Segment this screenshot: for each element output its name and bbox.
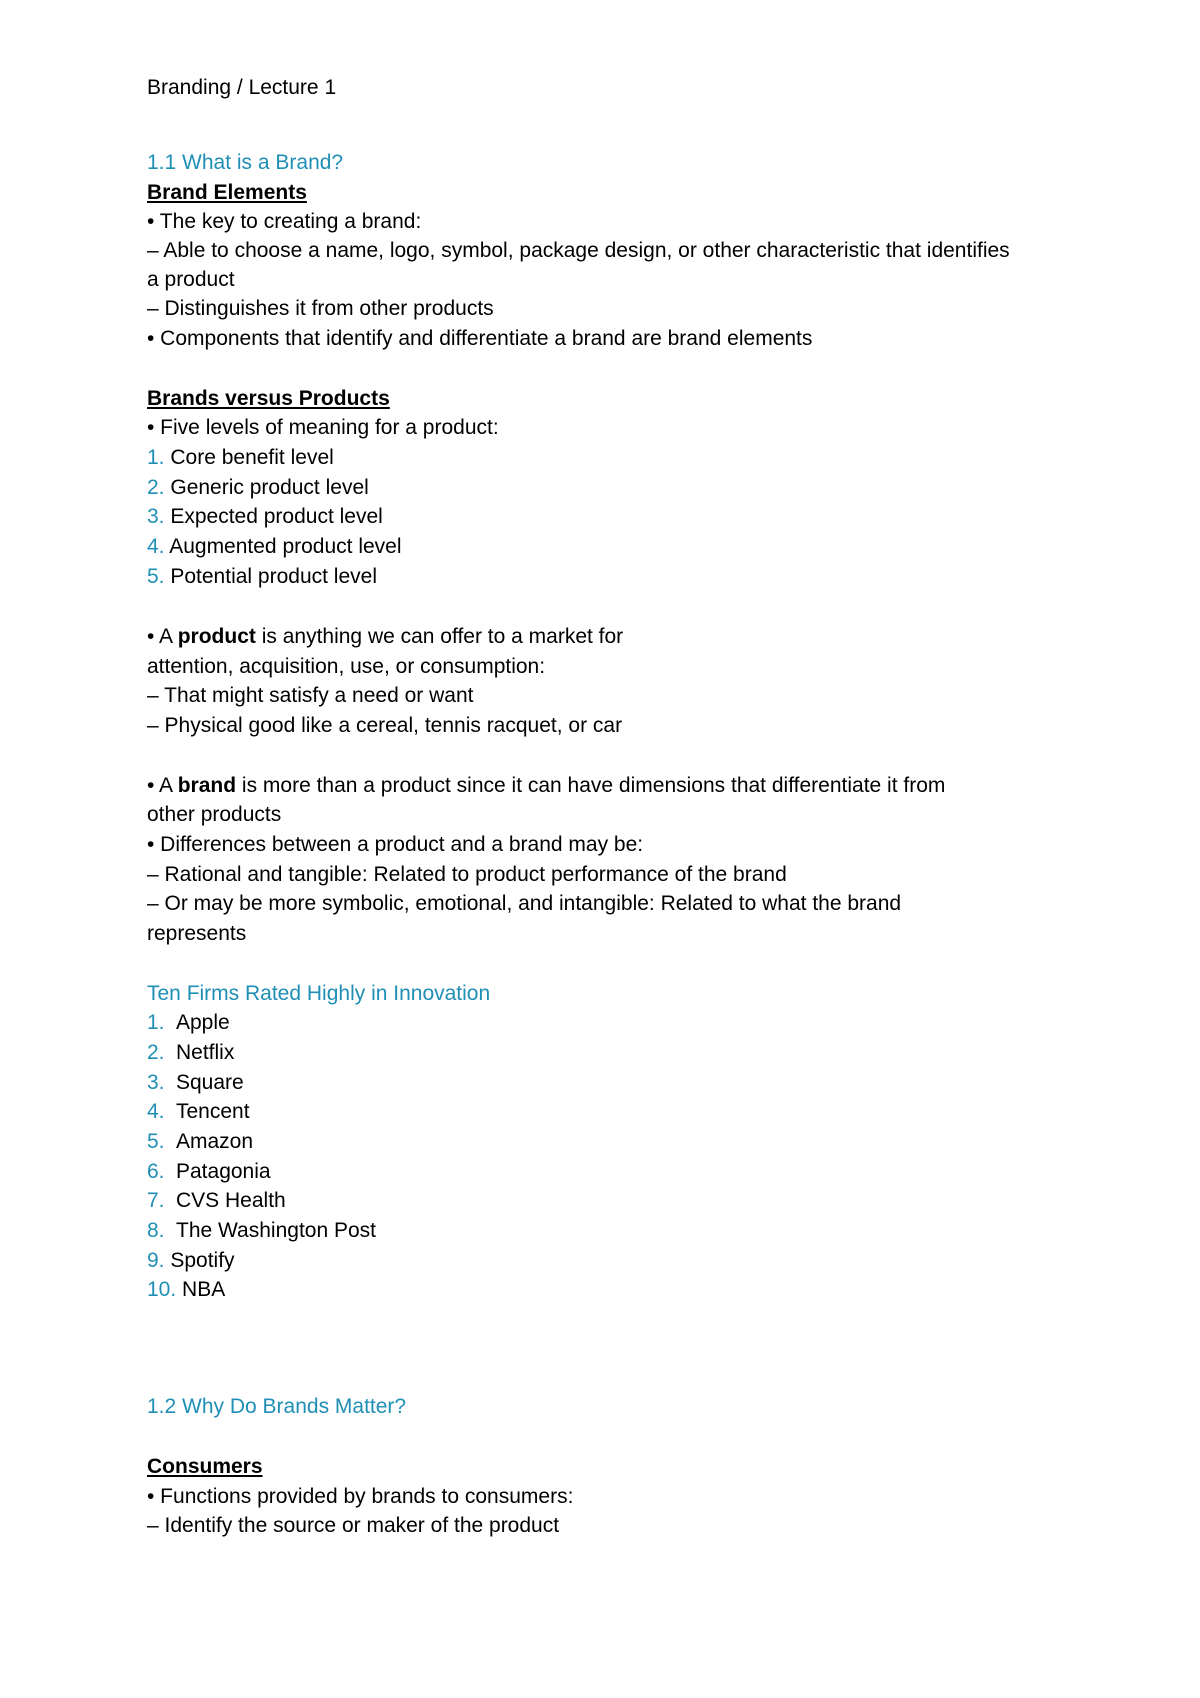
firm-list-item: 8. The Washington Post: [147, 1219, 376, 1242]
level-item: 1. Core benefit level: [147, 446, 334, 469]
brand-definition-line-2: other products: [147, 803, 282, 826]
consumers-line-1: • Functions provided by brands to consumers:: [147, 1485, 574, 1508]
brand-definition-line-4: – Rational and tangible: Related to product performance of the brand: [147, 863, 787, 886]
product-definition-line-1: • A product is anything we can offer to a market for: [147, 625, 624, 648]
consumers-line-2: – Identify the source or maker of the product: [147, 1514, 560, 1537]
firm-list-item: 6. Patagonia: [147, 1160, 271, 1183]
firm-list-item: 3. Square: [147, 1071, 244, 1094]
brand-elements-line-2: – Able to choose a name, logo, symbol, package design, or other characteristic that identifies: [147, 239, 1010, 262]
brand-elements-heading: Brand Elements: [147, 181, 307, 204]
product-definition-line-4: – Physical good like a cereal, tennis racquet, or car: [147, 714, 623, 737]
brand-elements-line-4: – Distinguishes it from other products: [147, 297, 494, 320]
firm-list-item: 10. NBA: [147, 1278, 226, 1301]
brand-definition-line-5: – Or may be more symbolic, emotional, and intangible: Related to what the brand: [147, 892, 902, 915]
brand-elements-line-3: a product: [147, 268, 235, 291]
brand-definition-line-1: • A brand is more than a product since it can have dimensions that differentiate it from: [147, 774, 946, 797]
firm-list-item: 4. Tencent: [147, 1100, 250, 1123]
section-1-1-heading: 1.1 What is a Brand?: [147, 151, 344, 174]
product-definition-line-2: attention, acquisition, use, or consumption:: [147, 655, 546, 678]
firm-list-item: 1. Apple: [147, 1011, 230, 1034]
brand-definition-line-3: • Differences between a product and a brand may be:: [147, 833, 644, 856]
document-title: Branding / Lecture 1: [147, 76, 337, 99]
brands-vs-products-heading: Brands versus Products: [147, 387, 390, 410]
section-1-2-heading: 1.2 Why Do Brands Matter?: [147, 1395, 407, 1418]
level-item: 4. Augmented product level: [147, 535, 402, 558]
innovation-firms-heading: Ten Firms Rated Highly in Innovation: [147, 982, 491, 1005]
five-levels-intro: • Five levels of meaning for a product:: [147, 416, 499, 439]
level-item: 5. Potential product level: [147, 565, 377, 588]
brand-definition-line-6: represents: [147, 922, 247, 945]
brand-elements-line-1: • The key to creating a brand:: [147, 210, 422, 233]
brand-elements-line-5: • Components that identify and differentiate a brand are brand elements: [147, 327, 813, 350]
consumers-heading: Consumers: [147, 1455, 263, 1478]
level-item: 3. Expected product level: [147, 505, 383, 528]
firm-list-item: 2. Netflix: [147, 1041, 235, 1064]
firm-list-item: 9. Spotify: [147, 1249, 235, 1272]
product-definition-line-3: – That might satisfy a need or want: [147, 684, 474, 707]
firm-list-item: 5. Amazon: [147, 1130, 254, 1153]
firm-list-item: 7. CVS Health: [147, 1189, 286, 1212]
level-item: 2. Generic product level: [147, 476, 369, 499]
